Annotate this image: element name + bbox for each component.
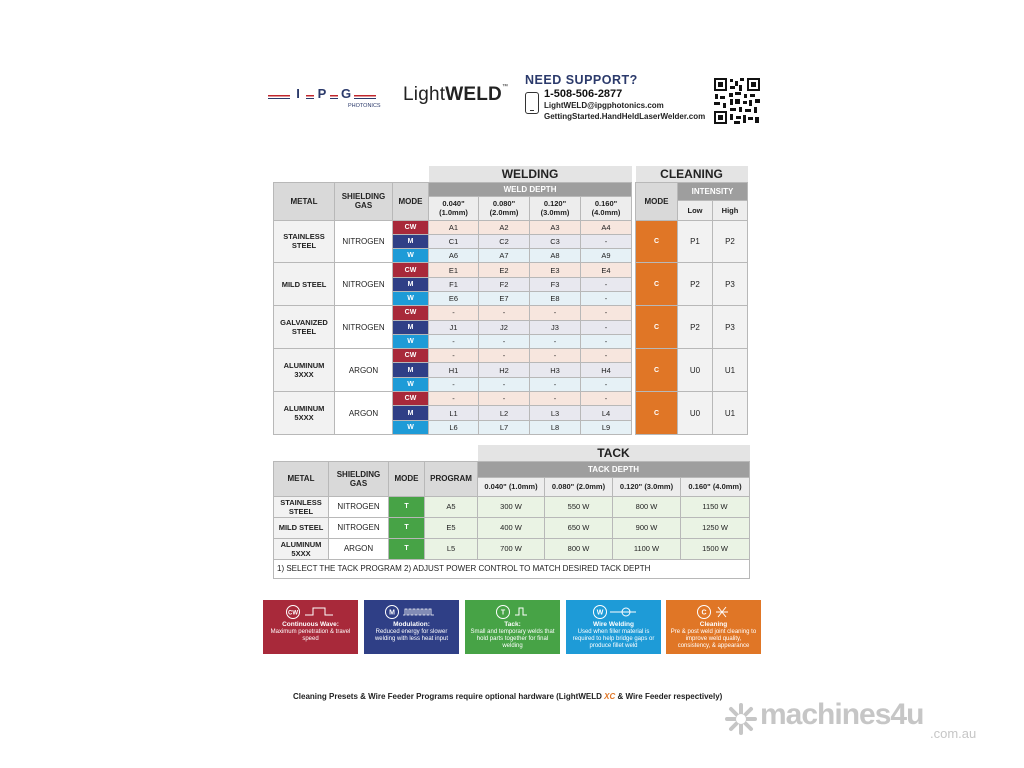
mode-badge-m: M [393, 406, 429, 420]
cleaning-table [635, 166, 748, 435]
program-cell: - [479, 334, 530, 348]
cleaning-high-cell: P2 [713, 220, 748, 263]
welding-row [274, 349, 632, 363]
mode-badge-t: T [389, 538, 425, 559]
tack-icon [473, 604, 553, 620]
cleaning-row [636, 392, 748, 435]
tack-row [274, 496, 750, 517]
program-cell: - [530, 349, 581, 363]
weld-depth-col-4: 0.160" (4.0mm) [581, 196, 632, 220]
legend-title: Wire Welding [593, 621, 634, 628]
program-cell: - [429, 392, 479, 406]
program-cell: - [479, 392, 530, 406]
program-cell: - [429, 349, 479, 363]
program-cell: - [581, 349, 632, 363]
mode-badge-cw: CW [393, 220, 429, 234]
cleaning-mode-header: MODE [636, 182, 678, 220]
mode-badge-cw: CW [393, 306, 429, 320]
svg-text:I: I [296, 86, 300, 101]
tack-power-cell: 1250 W [681, 517, 750, 538]
tack-metal-cell: ALUMINUM 5XXX [274, 538, 329, 559]
tack-program-cell: A5 [425, 496, 478, 517]
mode-badge-t: T [389, 517, 425, 538]
tack-instructions: 1) SELECT THE TACK PROGRAM 2) ADJUST POWER CONTROL TO MATCH DESIRED TACK DEPTH [274, 559, 750, 578]
machines4u-star-icon [724, 702, 758, 736]
tack-power-cell: 300 W [478, 496, 545, 517]
gas-cell: ARGON [335, 392, 393, 435]
program-cell: L8 [530, 420, 581, 434]
cleaning-low-cell: U0 [678, 349, 713, 392]
tack-gas-cell: ARGON [329, 538, 389, 559]
tack-gas-header: SHIELDING GAS [329, 461, 389, 496]
tack-metal-cell: MILD STEEL [274, 517, 329, 538]
mode-badge-cw: CW [393, 392, 429, 406]
cleaning-title: CLEANING [636, 166, 748, 182]
qr-code-icon [713, 77, 761, 125]
program-cell: L6 [429, 420, 479, 434]
program-cell: H4 [581, 363, 632, 377]
mode-badge-w: W [393, 334, 429, 348]
program-cell: - [581, 334, 632, 348]
support-url[interactable]: GettingStarted.HandHeldLaserWelder.com [544, 112, 706, 121]
program-cell: A9 [581, 249, 632, 263]
program-cell: - [479, 306, 530, 320]
modulation-icon [372, 604, 452, 620]
wire-welding-icon [574, 604, 654, 620]
welding-table [273, 166, 632, 435]
program-cell: - [530, 377, 581, 391]
program-cell: E6 [429, 291, 479, 305]
program-cell: A1 [429, 220, 479, 234]
svg-text:T: T [500, 609, 505, 617]
program-cell: - [429, 334, 479, 348]
legend-title: Modulation: [393, 621, 430, 628]
tack-power-cell: 900 W [613, 517, 681, 538]
cleaning-high-cell: U1 [713, 349, 748, 392]
cleaning-row [636, 220, 748, 263]
program-cell: - [429, 377, 479, 391]
support-heading: NEED SUPPORT? [525, 73, 638, 87]
mode-badge-m: M [393, 234, 429, 248]
legend-w [566, 600, 661, 654]
tack-table [273, 445, 750, 579]
program-cell: A7 [479, 249, 530, 263]
tack-row [274, 517, 750, 538]
mode-badge-w: W [393, 420, 429, 434]
cleaning-high-cell: P3 [713, 306, 748, 349]
program-cell: - [581, 277, 632, 291]
legend-description: Reduced energy for slower welding with less heat input [374, 629, 449, 642]
welding-title: WELDING [429, 166, 632, 182]
legend-title: Tack: [504, 621, 521, 628]
tack-row [274, 538, 750, 559]
weld-depth-col-1: 0.040" (1.0mm) [429, 196, 479, 220]
program-cell: H2 [479, 363, 530, 377]
metal-cell: STAINLESS STEEL [274, 220, 335, 263]
program-cell: J3 [530, 320, 581, 334]
program-cell: H1 [429, 363, 479, 377]
tack-gas-cell: NITROGEN [329, 496, 389, 517]
mode-badge-c: C [636, 349, 678, 392]
gas-cell: ARGON [335, 349, 393, 392]
metal-cell: GALVANIZED STEEL [274, 306, 335, 349]
program-cell: C2 [479, 234, 530, 248]
program-cell: A8 [530, 249, 581, 263]
watermark-domain: .com.au [930, 726, 977, 741]
footer-note: Cleaning Presets & Wire Feeder Programs require optional hardware (LightWELD XC & Wire Feeder respectively) [293, 692, 723, 701]
gas-header: SHIELDING GAS [335, 182, 393, 220]
mode-badge-c: C [636, 392, 678, 435]
mode-badge-m: M [393, 363, 429, 377]
program-cell: J2 [479, 320, 530, 334]
program-cell: L1 [429, 406, 479, 420]
program-cell: F3 [530, 277, 581, 291]
welding-row [274, 220, 632, 234]
cleaning-icon [674, 604, 754, 620]
program-cell: E1 [429, 263, 479, 277]
tack-power-cell: 550 W [545, 496, 613, 517]
program-cell: - [581, 377, 632, 391]
legend-description: Pre & post weld joint cleaning to improve weld quality, consistency, & appearance [670, 629, 757, 649]
mode-badge-c: C [636, 220, 678, 263]
tack-power-cell: 650 W [545, 517, 613, 538]
program-cell: H3 [530, 363, 581, 377]
tack-mode-header: MODE [389, 461, 425, 496]
weld-depth-header: WELD DEPTH [429, 182, 632, 196]
program-cell: - [479, 377, 530, 391]
program-cell: E8 [530, 291, 581, 305]
program-cell: A6 [429, 249, 479, 263]
program-cell: F1 [429, 277, 479, 291]
ipg-photonics-logo [268, 86, 381, 110]
program-cell: - [530, 334, 581, 348]
mode-badge-w: W [393, 249, 429, 263]
legend-title: Continuous Wave: [282, 621, 339, 628]
tack-depth-col-3: 0.120" (3.0mm) [613, 477, 681, 496]
legend-t [465, 600, 560, 654]
program-cell: L4 [581, 406, 632, 420]
program-cell: - [530, 392, 581, 406]
program-cell: L7 [479, 420, 530, 434]
metal-cell: ALUMINUM 5XXX [274, 392, 335, 435]
support-email[interactable]: LightWELD@ipgphotonics.com [544, 101, 664, 110]
tack-metal-cell: STAINLESS STEEL [274, 496, 329, 517]
svg-text:PHOTONICS: PHOTONICS [348, 103, 381, 109]
mode-badge-w: W [393, 291, 429, 305]
program-cell: A2 [479, 220, 530, 234]
support-phone[interactable]: 1-508-506-2877 [544, 88, 623, 100]
gas-cell: NITROGEN [335, 306, 393, 349]
svg-text:C: C [700, 609, 707, 617]
mode-badge-c: C [636, 306, 678, 349]
svg-text:M: M [388, 609, 395, 617]
cleaning-high-cell: U1 [713, 392, 748, 435]
program-cell: E4 [581, 263, 632, 277]
intensity-high-header: High [713, 200, 748, 220]
metal-header: METAL [274, 182, 335, 220]
program-cell: - [581, 392, 632, 406]
tack-power-cell: 400 W [478, 517, 545, 538]
metal-cell: MILD STEEL [274, 263, 335, 306]
legend-title: Cleaning [699, 621, 728, 628]
tack-power-cell: 1500 W [681, 538, 750, 559]
program-cell: - [581, 234, 632, 248]
watermark-text: machines4u [760, 698, 924, 731]
legend-cw [263, 600, 358, 654]
program-cell: F2 [479, 277, 530, 291]
tack-program-header: PROGRAM [425, 461, 478, 496]
mode-badge-c: C [636, 263, 678, 306]
svg-text:CW: CW [287, 610, 298, 617]
program-cell: - [581, 306, 632, 320]
legend-description: Used when filler material is required to help bridge gaps or produce fillet weld [572, 629, 655, 649]
tack-gas-cell: NITROGEN [329, 517, 389, 538]
legend-c [666, 600, 761, 654]
intensity-header: INTENSITY [678, 182, 748, 200]
welding-row [274, 306, 632, 320]
program-cell: - [429, 306, 479, 320]
welding-row [274, 263, 632, 277]
lightweld-brand: LightWELD™ [403, 84, 509, 105]
legend-description: Small and temporary welds that hold parts together for final welding [470, 629, 555, 649]
cleaning-low-cell: U0 [678, 392, 713, 435]
program-cell: E7 [479, 291, 530, 305]
program-cell: A4 [581, 220, 632, 234]
program-cell: E3 [530, 263, 581, 277]
cleaning-low-cell: P2 [678, 263, 713, 306]
metal-cell: ALUMINUM 3XXX [274, 349, 335, 392]
cleaning-high-cell: P3 [713, 263, 748, 306]
program-cell: C3 [530, 234, 581, 248]
tack-program-cell: E5 [425, 517, 478, 538]
mode-badge-w: W [393, 377, 429, 391]
program-cell: A3 [530, 220, 581, 234]
tack-depth-col-1: 0.040" (1.0mm) [478, 477, 545, 496]
tack-program-cell: L5 [425, 538, 478, 559]
program-cell: L9 [581, 420, 632, 434]
legend-description: Maximum penetration & travel speed [270, 629, 351, 642]
svg-text:P: P [317, 86, 327, 101]
program-cell: - [530, 306, 581, 320]
gas-cell: NITROGEN [335, 220, 393, 263]
cleaning-low-cell: P1 [678, 220, 713, 263]
mode-badge-m: M [393, 320, 429, 334]
cleaning-low-cell: P2 [678, 306, 713, 349]
program-cell: E2 [479, 263, 530, 277]
tack-depth-col-4: 0.160" (4.0mm) [681, 477, 750, 496]
gas-cell: NITROGEN [335, 263, 393, 306]
tack-power-cell: 1150 W [681, 496, 750, 517]
phone-icon [525, 92, 539, 114]
weld-depth-col-2: 0.080" (2.0mm) [479, 196, 530, 220]
cleaning-row [636, 306, 748, 349]
legend-m [364, 600, 459, 654]
tack-power-cell: 700 W [478, 538, 545, 559]
mode-badge-t: T [389, 496, 425, 517]
program-cell: - [479, 349, 530, 363]
cleaning-row [636, 263, 748, 306]
svg-text:W: W [596, 609, 603, 617]
program-cell: C1 [429, 234, 479, 248]
continuous-wave-icon [271, 604, 351, 620]
tack-title: TACK [478, 445, 750, 461]
mode-badge-m: M [393, 277, 429, 291]
program-cell: - [581, 320, 632, 334]
tack-power-cell: 800 W [545, 538, 613, 559]
tack-power-cell: 1100 W [613, 538, 681, 559]
mode-badge-cw: CW [393, 349, 429, 363]
mode-badge-cw: CW [393, 263, 429, 277]
weld-depth-col-3: 0.120" (3.0mm) [530, 196, 581, 220]
program-cell: J1 [429, 320, 479, 334]
tack-metal-header: METAL [274, 461, 329, 496]
welding-row [274, 392, 632, 406]
mode-header: MODE [393, 182, 429, 220]
program-cell: - [581, 291, 632, 305]
program-cell: L3 [530, 406, 581, 420]
tack-power-cell: 800 W [613, 496, 681, 517]
tack-depth-col-2: 0.080" (2.0mm) [545, 477, 613, 496]
cleaning-row [636, 349, 748, 392]
intensity-low-header: Low [678, 200, 713, 220]
svg-text:G: G [340, 86, 352, 101]
program-cell: L2 [479, 406, 530, 420]
tack-depth-header: TACK DEPTH [478, 461, 750, 477]
